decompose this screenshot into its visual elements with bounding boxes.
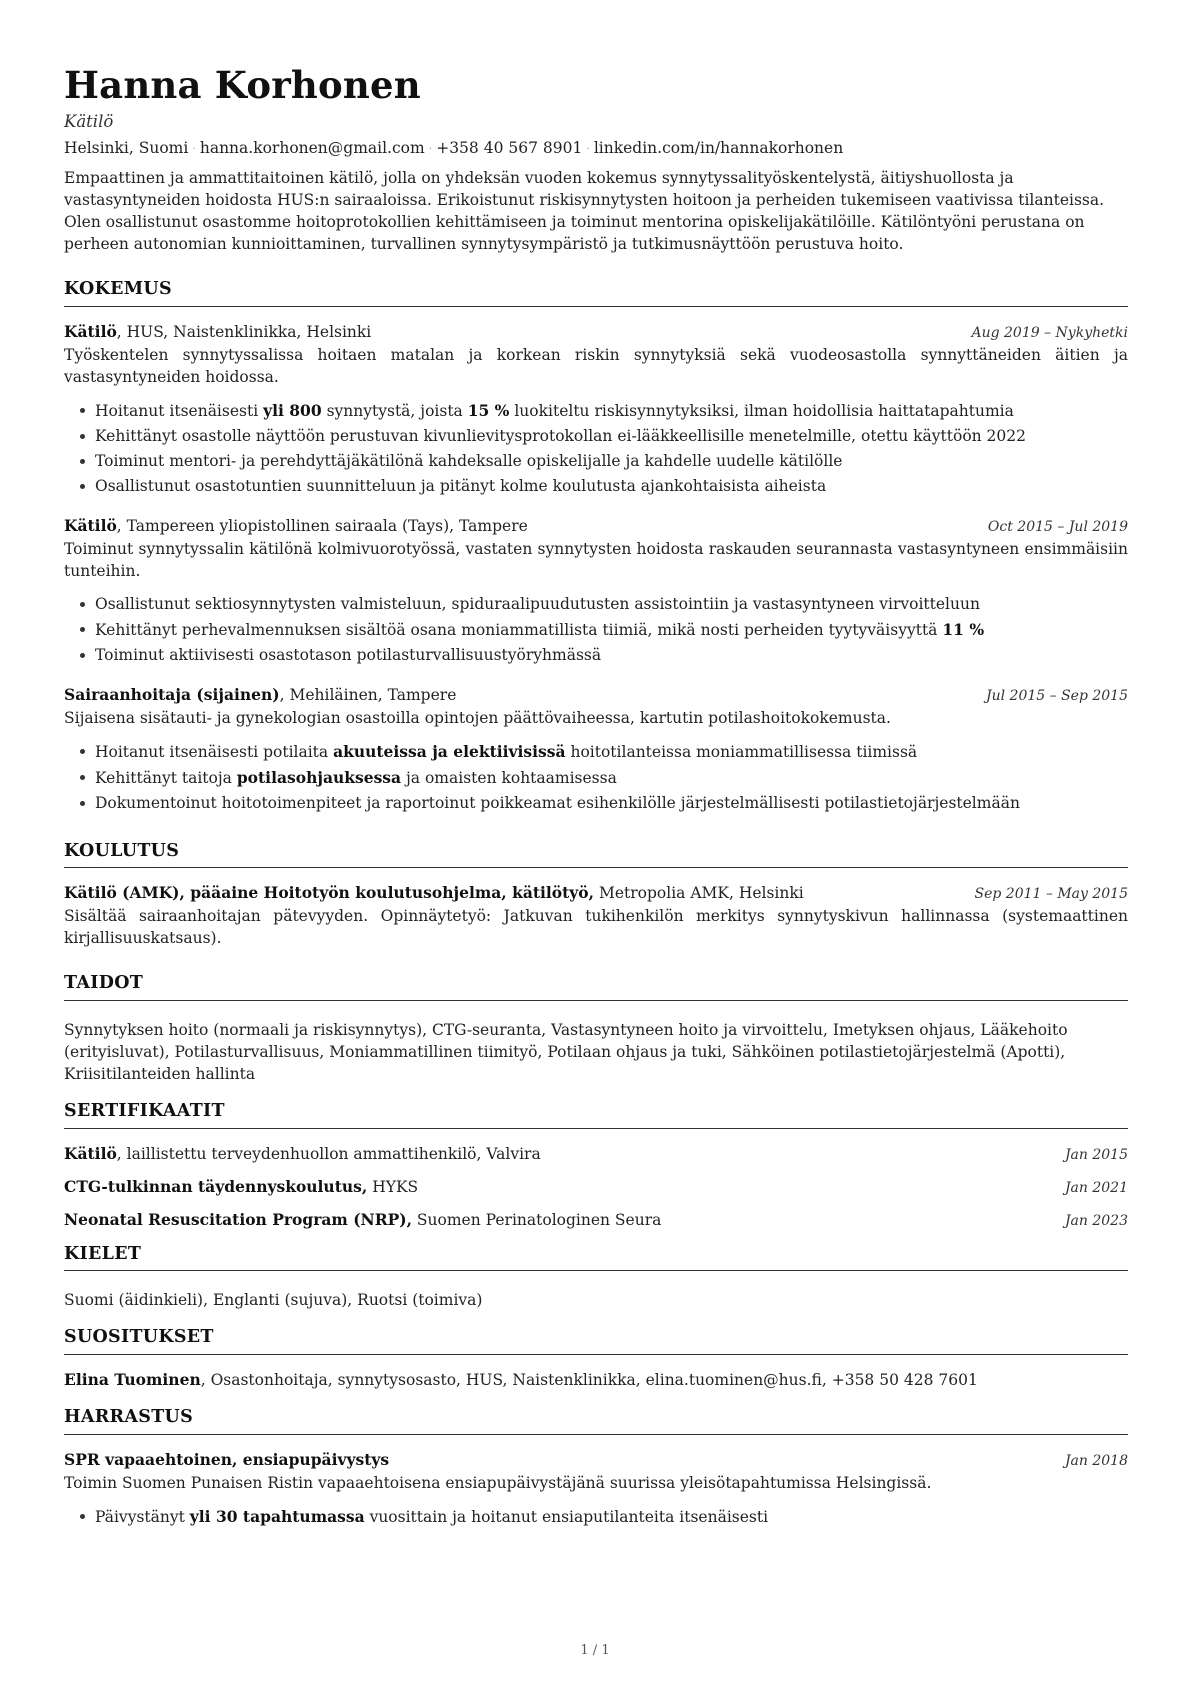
contact-location: Helsinki, Suomi bbox=[64, 138, 189, 157]
bullet-text: synnytystä, joista bbox=[321, 401, 468, 420]
section-heading-languages: KIELET bbox=[64, 1242, 1128, 1272]
certification-issuer: Suomen Perinatologinen Seura bbox=[412, 1210, 662, 1229]
experience-bullet-list bbox=[64, 739, 1128, 816]
certification-title bbox=[64, 1209, 661, 1231]
hobbies-section bbox=[64, 1405, 1128, 1530]
certification-date: Jan 2023 bbox=[1064, 1212, 1128, 1229]
section-heading-experience: KOKEMUS bbox=[64, 277, 1128, 307]
page-number: 1 / 1 bbox=[580, 1643, 610, 1658]
hobby-entry bbox=[64, 1449, 1128, 1530]
hobby-title: SPR vapaaehtoinen, ensiapupäivystys bbox=[64, 1450, 390, 1470]
skills-list: Synnytyksen hoito (normaali ja riskisynnytys), CTG-seuranta, Vastasyntyneen hoito ja virvoittelu, Imetyksen ohjaus, Lääkehoito (erityisluvat), Potilasturvallisuus, Moniammatillinen tiimityö, Potilaan ohjaus ja tuki, Sähköinen potilastietojärjestelmä (Apotti), Kriisitilanteiden hallinta bbox=[64, 1021, 1068, 1084]
contact-separator: · bbox=[192, 142, 196, 156]
experience-date: Jul 2015 – Sep 2015 bbox=[985, 688, 1128, 705]
bullet-highlight: akuuteissa ja elektiivisissä bbox=[333, 742, 566, 762]
hobby-bullet-list bbox=[64, 1504, 1128, 1530]
job-title: Kätilö bbox=[64, 111, 114, 131]
experience-bullet-list bbox=[64, 592, 1128, 668]
section-heading-references: SUOSITUKSET bbox=[64, 1325, 1128, 1355]
bullet-item bbox=[64, 739, 1128, 765]
resume-page bbox=[64, 64, 1128, 1538]
bullet-text: Toiminut mentori- ja perehdyttäjäkätilönä kahdeksalle opiskelijalle ja kahdelle uudelle kätilölle bbox=[95, 451, 843, 470]
experience-title bbox=[64, 684, 456, 706]
certification-date: Jan 2021 bbox=[1064, 1179, 1128, 1196]
certification-title bbox=[64, 1143, 541, 1165]
education-entry bbox=[64, 882, 1128, 949]
experience-description: Sijaisena sisätauti- ja gynekologian osastoilla opintojen päättövaiheessa, kartutin potilashoitokokemusta. bbox=[64, 709, 891, 728]
bullet-highlight: yli 30 tapahtumassa bbox=[189, 1506, 365, 1526]
certification-item bbox=[64, 1176, 1128, 1199]
employer: , Mehiläinen, Tampere bbox=[279, 686, 457, 705]
contact-linkedin[interactable]: linkedin.com/in/hannakorhonen bbox=[593, 138, 844, 157]
experience-header bbox=[64, 321, 1128, 344]
certification-name: CTG-tulkinnan täydennyskoulutus, bbox=[64, 1176, 368, 1196]
certification-name: Kätilö bbox=[64, 1143, 117, 1163]
contact-phone[interactable]: +358 40 567 8901 bbox=[436, 138, 583, 157]
bullet-text: Kehittänyt osastolle näyttöön perustuvan kivunlievitysprotokollan ei-lääkkeellisille menetelmille, otettu käyttöön 2022 bbox=[95, 426, 1027, 445]
certification-item bbox=[64, 1143, 1128, 1166]
education-title bbox=[64, 882, 804, 904]
contact-separator: · bbox=[586, 142, 590, 156]
bullet-text: Hoitanut itsenäisesti bbox=[95, 401, 264, 420]
school-name: Metropolia AMK, Helsinki bbox=[594, 884, 804, 903]
experience-list bbox=[64, 321, 1128, 817]
experience-title bbox=[64, 515, 528, 537]
experience-entry bbox=[64, 684, 1128, 816]
certification-item bbox=[64, 1209, 1128, 1232]
certification-issuer: , laillistettu terveydenhuollon ammattihenkilö, Valvira bbox=[116, 1144, 541, 1163]
resume-header bbox=[64, 64, 1128, 255]
bullet-text: Päivystänyt bbox=[95, 1507, 190, 1526]
experience-entry bbox=[64, 321, 1128, 499]
bullet-item bbox=[64, 1504, 1128, 1530]
section-heading-hobbies: HARRASTUS bbox=[64, 1405, 1128, 1435]
bullet-text: ja omaisten kohtaamisessa bbox=[401, 769, 617, 788]
experience-section bbox=[64, 277, 1128, 817]
bullet-item bbox=[64, 424, 1128, 449]
hobby-description: Toimin Suomen Punaisen Ristin vapaaehtoisena ensiapupäivystäjänä suurissa yleisötapahtumissa Helsingissä. bbox=[64, 1473, 932, 1492]
hobby-date: Jan 2018 bbox=[1064, 1453, 1128, 1470]
certification-title bbox=[64, 1176, 418, 1198]
bullet-text: Osallistunut sektiosynnytysten valmisteluun, spiduraalipuudutusten assistointiin ja vastasyntyneen virvoitteluun bbox=[95, 595, 980, 613]
bullet-item bbox=[64, 643, 1128, 668]
certification-name: Neonatal Resuscitation Program (NRP), bbox=[64, 1209, 412, 1229]
bullet-highlight: 11 % bbox=[942, 620, 985, 640]
experience-description: Työskentelen synnytyssalissa hoitaen matalan ja korkean riskin synnytyksiä sekä vuodeosastolla synnyttäneiden äitien ja vastasyntyneiden hoidossa. bbox=[64, 345, 1128, 386]
bullet-text: Dokumentoinut hoitotoimenpiteet ja raportoinut poikkeamat esihenkilölle järjestelmällisesti potilastietojärjestelmään bbox=[95, 794, 1020, 813]
profile-summary: Empaattinen ja ammattitaitoinen kätilö, jolla on yhdeksän vuoden kokemus synnytyssalityöskentelystä, äitiyshuollosta ja vastasyntyneiden hoidosta HUS:n sairaaloissa. Erikoistunut riskisynnytysten hoitoon ja perheiden tukemiseen vaativissa tilanteissa. Olen osallistunut osastomme hoitoprotokollien kehittämiseen ja toiminut mentorina opiskelijakätilöille. Kätilöntyöni perustana on perheen autonomian kunnioittaminen, turvallinen synnytysympäristö ja tutkimusnäyttöön perustuva hoito. bbox=[64, 168, 1105, 253]
bullet-highlight: potilasohjauksessa bbox=[236, 768, 402, 788]
candidate-name: Hanna Korhonen bbox=[64, 63, 421, 107]
bullet-text: vuosittain ja hoitanut ensiaputilanteita itsenäisesti bbox=[364, 1507, 769, 1526]
references-section bbox=[64, 1325, 1128, 1391]
languages-section bbox=[64, 1242, 1128, 1312]
section-heading-certifications: SERTIFIKAATIT bbox=[64, 1099, 1128, 1129]
section-heading-skills: TAIDOT bbox=[64, 971, 1128, 1001]
experience-bullet-list bbox=[64, 398, 1128, 499]
bullet-text: luokiteltu riskisynnytyksiksi, ilman hoidollisia haittatapahtumia bbox=[509, 401, 1014, 420]
languages-list: Suomi (äidinkieli), Englanti (sujuva), Ruotsi (toimiva) bbox=[64, 1291, 483, 1310]
bullet-highlight: yli 800 bbox=[263, 400, 322, 420]
skills-section bbox=[64, 971, 1128, 1085]
education-date: Sep 2011 – May 2015 bbox=[974, 886, 1128, 903]
job-role: Sairaanhoitaja (sijainen) bbox=[64, 685, 280, 705]
bullet-text: Kehittänyt taitoja bbox=[95, 769, 237, 788]
employer: , HUS, Naistenklinikka, Helsinki bbox=[116, 322, 372, 341]
contact-line bbox=[64, 137, 1128, 159]
contact-email[interactable]: hanna.korhonen@gmail.com bbox=[199, 138, 425, 157]
certification-list bbox=[64, 1143, 1128, 1232]
education-section bbox=[64, 839, 1128, 950]
degree-name: Kätilö (AMK), pääaine Hoitotyön koulutusohjelma, kätilötyö, bbox=[64, 883, 595, 903]
job-role: Kätilö bbox=[64, 321, 117, 341]
employer: , Tampereen yliopistollinen sairaala (Tays), Tampere bbox=[116, 517, 528, 536]
bullet-item bbox=[64, 791, 1128, 816]
certification-issuer: HYKS bbox=[367, 1177, 419, 1196]
reference-entry bbox=[64, 1369, 1128, 1391]
bullet-text: hoitotilanteissa moniammatillisessa tiimissä bbox=[565, 743, 918, 762]
certification-date: Jan 2015 bbox=[1064, 1146, 1128, 1163]
section-heading-education: KOULUTUS bbox=[64, 839, 1128, 869]
experience-entry bbox=[64, 515, 1128, 668]
bullet-item bbox=[64, 592, 1128, 617]
experience-date: Oct 2015 – Jul 2019 bbox=[987, 519, 1128, 536]
bullet-text: Osallistunut osastotuntien suunnitteluun ja pitänyt kolme koulutusta ajankohtaisista aiheista bbox=[95, 477, 827, 496]
education-description: Sisältää sairaanhoitajan pätevyyden. Opinnäytetyö: Jatkuvan tukihenkilön merkitys synnytyskivun hallinnassa (systemaattinen kirjallisuuskatsaus). bbox=[64, 907, 1128, 948]
job-role: Kätilö bbox=[64, 516, 117, 536]
experience-title bbox=[64, 321, 371, 343]
bullet-item bbox=[64, 449, 1128, 474]
reference-name: Elina Tuominen bbox=[64, 1370, 201, 1390]
contact-separator: · bbox=[428, 142, 433, 156]
bullet-item bbox=[64, 398, 1128, 424]
certifications-section bbox=[64, 1099, 1128, 1231]
bullet-text: Hoitanut itsenäisesti potilaita bbox=[95, 743, 334, 762]
bullet-text: Toiminut aktiivisesti osastotason potilasturvallisuustyöryhmässä bbox=[95, 646, 602, 665]
bullet-item bbox=[64, 474, 1128, 499]
reference-details: , Osastonhoitaja, synnytysosasto, HUS, Naistenklinikka, elina.tuominen@hus.fi, +358 50 428 7601 bbox=[200, 1371, 978, 1390]
bullet-text: Kehittänyt perhevalmennuksen sisältöä osana moniammatillista tiimiä, mikä nosti perheiden tyytyväisyyttä bbox=[95, 621, 943, 640]
bullet-item bbox=[64, 765, 1128, 791]
experience-header bbox=[64, 684, 1128, 707]
experience-header bbox=[64, 515, 1128, 538]
bullet-item bbox=[64, 617, 1128, 643]
experience-description: Toiminut synnytyssalin kätilönä kolmivuorotyössä, vastaten synnytysten hoidosta raskauden seurannasta vastasyntyneen ensimmäisiin tunteihin. bbox=[64, 540, 1128, 580]
experience-date: Aug 2019 – Nykyhetki bbox=[971, 324, 1128, 341]
bullet-highlight: 15 % bbox=[467, 400, 510, 420]
